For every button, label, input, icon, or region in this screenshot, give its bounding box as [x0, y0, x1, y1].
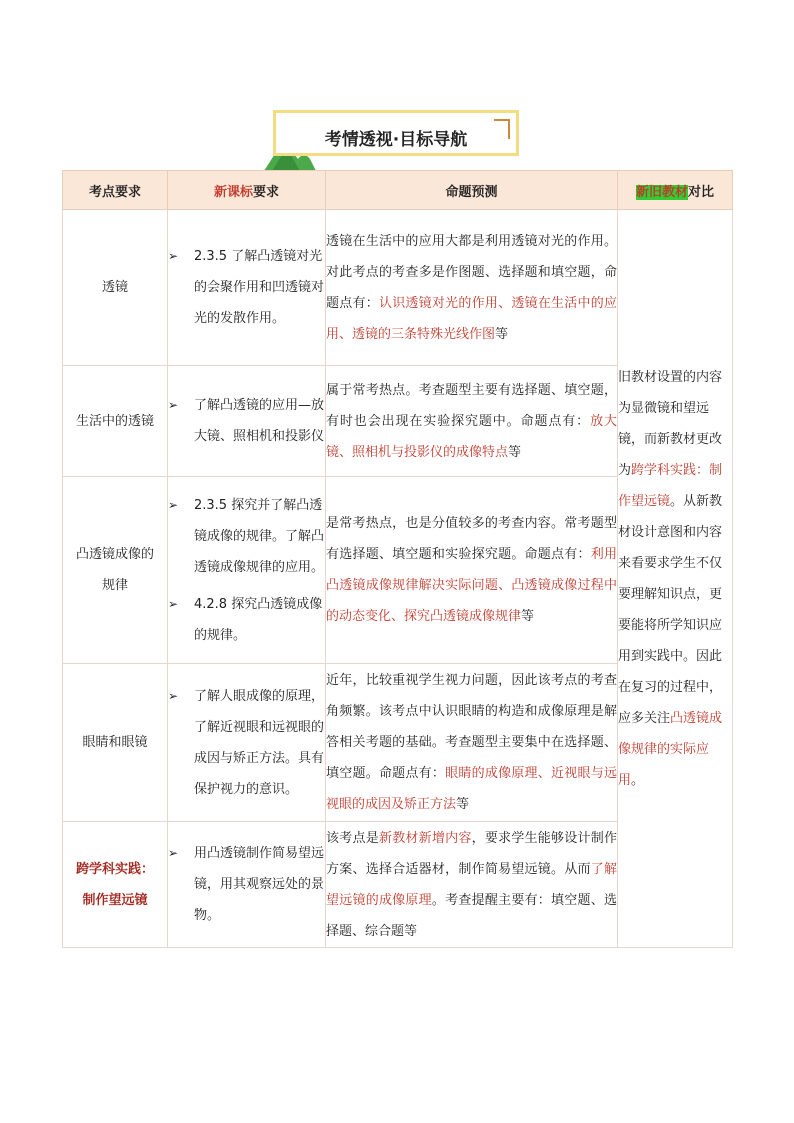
kd-text: 跨学科实践： 制作望远镜 [75, 861, 154, 908]
arrow-bullet-icon: ➢ [168, 688, 179, 703]
kd-cell [63, 210, 168, 366]
mt-seg: 放大镜、照相机与投影仪的成像特点 [326, 413, 617, 460]
mt-seg: 。考查提醒主要有：填空题、选择题、综合题等 [326, 892, 617, 939]
mt-seg: 认识透镜对光的作用、透镜在生活中的应用、透镜的三条特殊光线作图 [326, 295, 617, 342]
arrow-bullet-icon: ➢ [168, 497, 179, 512]
mt-seg: 眼睛的成像原理、近视眼与远视眼的成因及矫正方法 [326, 766, 617, 812]
mt-cell [326, 477, 618, 664]
kd-text: 透镜 [101, 280, 128, 295]
xk-item [168, 490, 325, 583]
mt-seg: 透镜在生活中的应用大都是利用透镜对光的作用。对此考点的考查多是作图题、选择题和填空题，命题点有： [326, 233, 617, 311]
xk-text: 2.3.5 探究并了解凸透镜成像的规律。了解凸透镜成像规律的应用。 [194, 497, 325, 575]
mt-seg: ，要求学生能够设计制作方案、选择合适器材，制作简易望远镜。从而 [326, 830, 617, 877]
kd-text: 凸透镜成像的 规律 [75, 547, 154, 593]
db-seg: 跨学科实践：制作望远镜 [618, 462, 723, 509]
header-mt: 命题预测 [326, 171, 618, 210]
mt-seg: 属于常考热点。考查题型主要有选择题、填空题，有时也会出现在实验探究题中。命题点有： [326, 382, 617, 429]
exam-table [62, 170, 733, 948]
xk-text: 了解人眼成像的原理，了解近视眼和远视眼的成因与矫正方法。具有保护视力的意识。 [194, 688, 325, 797]
header-db-highlight: 新旧教材 [635, 184, 688, 200]
xk-cell [168, 366, 326, 477]
xk-cell [168, 477, 326, 664]
mt-cell [326, 822, 618, 948]
xk-text: 用凸透镜制作简易望远镜，用其观察远处的景物。 [194, 846, 325, 923]
mt-cell [326, 366, 618, 477]
mt-seg: 等 [456, 797, 470, 812]
db-cell [618, 210, 733, 948]
header-kd: 考点要求 [63, 171, 168, 210]
kd-cell [63, 477, 168, 664]
kd-cell [63, 366, 168, 477]
db-seg: 凸透镜成像规律的实际应用 [618, 710, 723, 788]
banner-accent [494, 119, 510, 139]
mt-cell [326, 210, 618, 366]
kd-text: 眼睛和眼镜 [82, 735, 148, 750]
arrow-bullet-icon: ➢ [168, 249, 179, 263]
xk-item [168, 681, 325, 805]
kd-cell [63, 822, 168, 948]
arrow-bullet-icon: ➢ [168, 846, 179, 860]
db-seg: 。 [631, 772, 645, 788]
header-db [618, 171, 733, 210]
banner-frame [273, 110, 519, 156]
db-seg: 。从新教材设计意图和内容来看要求学生不仅要理解知识点，更要能将所学知识应用到实践中。因此在复习的过程中，应多关注 [618, 493, 723, 726]
mt-seg: 新教材新增内容 [378, 830, 472, 846]
header-db-rest: 对比 [688, 184, 715, 200]
xk-item [168, 390, 325, 452]
table-row [63, 210, 733, 366]
xk-item [168, 838, 325, 931]
mt-seg: 了解望远镜的成像原理 [326, 861, 617, 908]
xk-cell [168, 822, 326, 948]
db-seg: 旧教材设置的内容为显微镜和望远镜，而新教材更改为 [618, 369, 723, 478]
arrow-bullet-icon: ➢ [168, 398, 179, 412]
header-xk-red: 新课标 [213, 184, 253, 200]
xk-text: 4.2.8 探究凸透镜成像的规律。 [194, 596, 323, 643]
mt-cell [326, 664, 618, 822]
mt-seg: 等 [495, 326, 509, 342]
table-header-row [63, 171, 733, 210]
section-banner [264, 110, 524, 170]
xk-item [168, 589, 325, 651]
mt-seg: 等 [521, 609, 535, 624]
kd-cell [63, 664, 168, 822]
banner-title: 考情透视·目标导航 [324, 130, 468, 150]
xk-item [168, 241, 325, 334]
mt-seg: 等 [508, 444, 522, 460]
mt-seg: 该考点是 [326, 830, 379, 846]
header-xk-rest: 要求 [253, 184, 280, 200]
kd-text: 生活中的透镜 [75, 413, 154, 429]
xk-text: 了解凸透镜的应用—放大镜、照相机和投影仪 [194, 398, 325, 444]
xk-cell [168, 210, 326, 366]
xk-text: 2.3.5 了解凸透镜对光的会聚作用和凹透镜对光的发散作用。 [194, 249, 325, 326]
header-xk [168, 171, 326, 210]
mt-seg: 是常考热点，也是分值较多的考查内容。常考题型有选择题、填空题和实验探究题。命题点有： [326, 516, 617, 562]
mt-seg: 近年，比较重视学生视力问题，因此该考点的考查角频繁。该考点中认识眼睛的构造和成像原理是解答相关考题的基础。考查题型主要集中在选择题、填空题。命题点有： [326, 673, 617, 781]
mt-seg: 利用凸透镜成像规律解决实际问题、凸透镜成像过程中的动态变化、探究凸透镜成像规律 [326, 547, 617, 624]
arrow-bullet-icon: ➢ [168, 596, 179, 611]
xk-cell [168, 664, 326, 822]
